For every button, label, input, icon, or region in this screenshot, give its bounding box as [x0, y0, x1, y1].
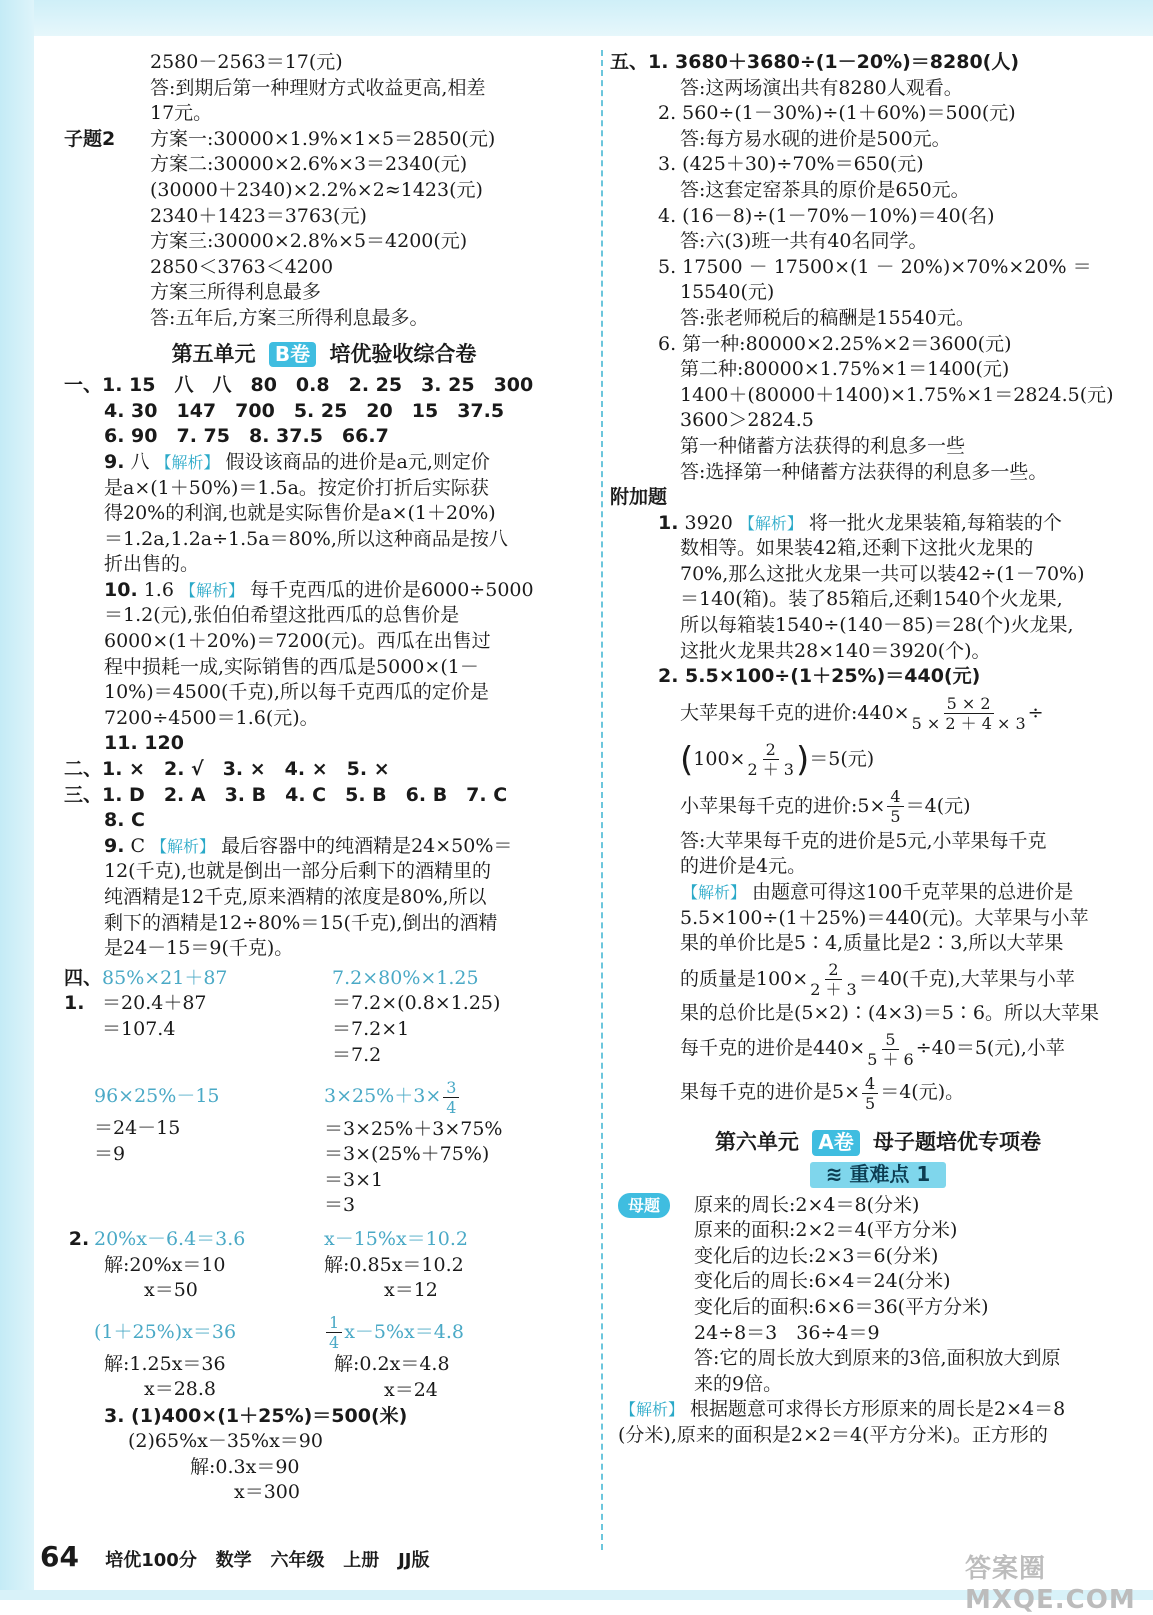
unit-title: 第六单元 — [714, 1130, 799, 1155]
calc-section-2 — [64, 1076, 584, 1219]
text-line: 2580－2563＝17(元) — [150, 51, 343, 73]
text-line: ＝1.2(元),张伯伯希望这批西瓜的总售价是 — [104, 604, 460, 627]
text-line: 2340＋1423＝3763(元) — [150, 204, 367, 227]
text-line: 变化后的边长:2×3＝6(分米) — [694, 1244, 939, 1267]
left-column — [64, 50, 584, 1506]
text-line: 原来的面积:2×2＝4(平方分米) — [694, 1219, 958, 1242]
answer-line: 11. 120 — [104, 732, 184, 755]
text-line: 果的单价比是5∶4,质量比是2∶3,所以大苹果 — [680, 932, 1064, 955]
unit5-heading — [64, 342, 584, 368]
text-line: 是a×(1＋50%)＝1.5a。按定价打折后实际获 — [104, 476, 489, 499]
text-line: 小苹果每千克的进价:5× — [680, 794, 886, 817]
text-line: 5. 17500 － 17500×(1 － 20%)×70%×20% ＝ — [658, 255, 1092, 278]
text-line: ＝5(元) — [809, 747, 875, 770]
denominator: 4 — [329, 1333, 340, 1353]
text-line: 的质量是100× — [680, 967, 809, 990]
analysis-tag: 【解析】 — [682, 883, 747, 903]
equation-step: x＝24 — [384, 1378, 438, 1401]
text-line: 6000×(1＋20%)＝7200(元)。西瓜在出售过 — [104, 630, 491, 653]
text-line: 剩下的酒精是12÷80%＝15(千克),倒出的酒精 — [104, 911, 498, 934]
equation-step: x＝28.8 — [144, 1378, 217, 1401]
text-line: 答:张老师税后的稿酬是15540元。 — [680, 306, 975, 329]
text-line: x＝300 — [234, 1481, 300, 1504]
unit-subtitle: 培优验收综合卷 — [329, 341, 477, 366]
text-line: ＝1.2a,1.2a÷1.5a＝80%,所以这种商品是按八 — [104, 527, 508, 550]
answer-line: 二、1. × 2. √ 3. × 4. × 5. × — [64, 758, 390, 781]
question-3 — [64, 1404, 584, 1506]
text-line: 答:它的周长放大到原来的3倍,面积放大到原 — [694, 1347, 1061, 1370]
calc-step: ＝107.4 — [102, 1017, 176, 1040]
denominator: 5 × 2 ＋ 4 × 3 — [911, 714, 1026, 734]
equation-question: 20%x－6.4＝3.6 — [94, 1228, 246, 1251]
numerator: 2 — [825, 960, 841, 980]
text-line: 答:这两场演出共有8280人观看。 — [680, 76, 963, 99]
text-line: 这批火龙果共28×140＝3920(个)。 — [680, 639, 991, 662]
text-line: 12(千克),也就是倒出一部分后剩下的酒精里的 — [104, 860, 492, 883]
analysis-tag: 【解析】 — [151, 836, 216, 856]
paper-badge: B卷 — [269, 342, 316, 368]
text-line: 原来的周长:2×4＝8(分米) — [694, 1193, 920, 1216]
fraction — [912, 694, 1026, 733]
text-line: 答:每方易水砚的进价是500元。 — [680, 127, 951, 150]
text-line: 每千克西瓜的进价是6000÷5000 — [249, 578, 534, 601]
term: 上册 — [343, 1550, 380, 1571]
numerator: 2 — [763, 740, 779, 760]
text-line: 果每千克的进价是5× — [680, 1081, 861, 1104]
sub-question-label: 子题2 — [64, 127, 116, 150]
equation-step: 解:1.25x＝36 — [104, 1352, 226, 1375]
text-line: 答:这套定窑茶具的原价是650元。 — [680, 178, 970, 201]
text-line: ＝40(千克),大苹果与小苹 — [858, 967, 1075, 990]
analysis-tag: 【解析】 — [738, 513, 803, 533]
numerator: 4 — [887, 787, 903, 807]
answer-line: 三、1. D 2. A 3. B 4. C 5. B 6. B 7. C — [64, 783, 508, 806]
fraction — [862, 1074, 878, 1113]
calc-step: ＝7.2 — [332, 1043, 382, 1066]
text-line: 程中损耗一成,实际销售的西瓜是5000×(1－ — [104, 655, 479, 678]
calc-step: ＝3×(25%＋75%) — [324, 1143, 490, 1166]
left-paren: ( — [680, 739, 694, 780]
calc-question: 7.2×80%×1.25 — [332, 966, 479, 989]
key-point-banner — [618, 1162, 1138, 1189]
calc-step: ＝20.4＋87 — [102, 992, 207, 1015]
question-number: 1. — [658, 511, 679, 534]
paper-badge: A卷 — [812, 1130, 859, 1156]
calc-step: ＝7.2×(0.8×1.25) — [332, 992, 501, 1015]
right-paren: ) — [796, 739, 810, 780]
equation-question: x－5%x＝4.8 — [344, 1320, 464, 1343]
text-line: 2. 560÷(1－30%)÷(1＋60%)＝500(元) — [658, 102, 1016, 125]
answer: C — [130, 834, 146, 857]
extra-section-label: 附加题 — [610, 486, 668, 509]
equation-step: x＝50 — [144, 1279, 198, 1302]
analysis-tag: 【解析】 — [620, 1400, 685, 1420]
analysis-tag: 【解析】 — [155, 452, 220, 472]
text-line: 4. (16－8)÷(1－70%－10%)＝40(名) — [658, 204, 995, 227]
section-label: 四、1. — [64, 966, 103, 1015]
calc-question: 3×25%＋3× — [324, 1085, 442, 1108]
text-line: 答:六(3)班一共有40名同学。 — [680, 230, 928, 253]
text-line: 大苹果每千克的进价:440× — [680, 701, 910, 724]
text-line: 由题意可得这100千克苹果的总进价是 — [752, 881, 1074, 904]
key-point-label: ≋ 重难点 1 — [810, 1162, 947, 1188]
extra-question-2 — [618, 664, 1138, 1114]
equation-question: x－15%x＝10.2 — [324, 1228, 468, 1251]
numerator: 5 — [882, 1030, 898, 1050]
denominator: 2 ＋ 3 — [747, 760, 794, 780]
text-line: 最后容器中的纯酒精是24×50%＝ — [221, 834, 513, 857]
text-line: 答:大苹果每千克的进价是5元,小苹果每千克 — [680, 829, 1047, 852]
calc-step: ＝7.2×1 — [332, 1017, 410, 1040]
text-line: 7200÷4500＝1.6(元)。 — [104, 706, 319, 729]
calc-step: ＝3×25%＋3×75% — [324, 1117, 503, 1140]
question-10 — [64, 578, 584, 732]
fraction — [810, 960, 857, 999]
numerator: 1 — [326, 1313, 342, 1333]
subject: 数学 — [215, 1550, 252, 1571]
watermark: 答案圈 MXQE.COM — [965, 1554, 1136, 1615]
question-number: 9. — [104, 834, 125, 857]
sub-question-2 — [64, 127, 584, 332]
text-line: 1400＋(80000＋1400)×1.75%×1＝2824.5(元) — [680, 383, 1114, 406]
book-name: 培优100分 — [105, 1550, 197, 1571]
fraction — [747, 740, 794, 779]
calc-step: ＝24－15 — [94, 1117, 181, 1140]
text-line: ＝140(箱)。装了85箱后,还剩1540个火龙果, — [680, 588, 1063, 611]
text-line: 第二种:80000×1.75%×1＝1400(元) — [680, 358, 1010, 381]
denominator: 2 ＋ 3 — [810, 980, 857, 1000]
calc-step: ＝9 — [94, 1142, 126, 1165]
text-line: 3. (1)400×(1＋25%)＝500(米) — [104, 1404, 408, 1427]
text-line: 10%)＝4500(千克),所以每千克西瓜的定价是 — [104, 681, 489, 704]
fraction — [443, 1078, 459, 1117]
text-line: 纯酒精是12千克,原来酒精的浓度是80%,所以 — [104, 886, 487, 908]
equation-step: 解:20%x＝10 — [104, 1253, 226, 1276]
top-border — [0, 0, 1153, 36]
text-line: 数相等。如果装42箱,还剩下这批火龙果的 — [680, 537, 1034, 560]
calc-question: 96×25%－15 — [94, 1085, 220, 1108]
answer-line: 五、1. 3680＋3680÷(1－20%)＝8280(人) — [610, 51, 1020, 73]
question-9 — [64, 450, 584, 578]
text-line: 折出售的。 — [104, 553, 200, 576]
unit-title: 第五单元 — [171, 341, 256, 366]
text-line: 第一种储蓄方法获得的利息多一些 — [680, 434, 966, 457]
page-footer — [40, 1540, 429, 1573]
fraction — [867, 1030, 914, 1069]
question-9-choice — [64, 834, 584, 962]
denominator: 5 ＋ 6 — [867, 1049, 914, 1069]
question-number: 10. — [104, 578, 138, 601]
numerator: 4 — [862, 1074, 878, 1094]
right-column — [610, 50, 1138, 1449]
text-line: (分米),原来的面积是2×2＝4(平方分米)。正方形的 — [618, 1423, 1048, 1446]
section-label: 2. — [68, 1228, 90, 1251]
denominator: 5 — [865, 1093, 876, 1113]
equation-step: x＝12 — [384, 1279, 438, 1302]
text-line: 方案三:30000×2.8%×5＝4200(元) — [150, 230, 468, 253]
text-line: ＝4(元) — [905, 794, 971, 817]
mother-question-badge: 母题 — [618, 1193, 670, 1219]
equation-step: 解:0.2x＝4.8 — [334, 1353, 450, 1376]
text-line: 70%,那么这批火龙果一共可以装42÷(1－70%) — [680, 562, 1085, 585]
denominator: 4 — [446, 1097, 457, 1117]
text-line: 解:0.3x＝90 — [190, 1455, 300, 1478]
edition: JJ版 — [398, 1550, 430, 1571]
text-line: 所以每箱装1540÷(140－85)＝28(个)火龙果, — [680, 614, 1074, 637]
calc-question: 85%×21＋87 — [102, 966, 228, 989]
text-line: ÷ — [1027, 701, 1044, 724]
text-line: 24÷8＝3 36÷4＝9 — [694, 1321, 880, 1344]
answer-line: 8. C — [104, 809, 145, 832]
denominator: 5 — [890, 807, 901, 827]
text-line: 17元。 — [150, 102, 213, 125]
grade: 六年级 — [270, 1550, 325, 1571]
text-line: (30000＋2340)×2.2%×2≈1423(元) — [150, 178, 483, 201]
mother-question — [618, 1193, 1138, 1398]
top-block — [64, 50, 584, 127]
text-line: 根据题意可求得长方形原来的周长是2×4＝8 — [690, 1398, 1066, 1421]
extra-question-1 — [618, 511, 1138, 665]
calc-step: ＝3 — [324, 1194, 356, 1217]
unit6-heading — [618, 1130, 1138, 1156]
text-line: 6. 第一种:80000×2.25%×2＝3600(元) — [658, 332, 1012, 355]
column-divider — [601, 50, 603, 1550]
text-line: 2850＜3763＜4200 — [150, 255, 334, 278]
left-border — [0, 0, 34, 1600]
text-line: 每千克的进价是440× — [680, 1037, 866, 1060]
unit-subtitle: 母子题培优专项卷 — [873, 1130, 1042, 1155]
text-line: 的进价是4元。 — [680, 855, 807, 878]
text-line: 2. 5.5×100÷(1＋25%)＝440(元) — [658, 665, 981, 688]
equation-section-1 — [64, 1227, 584, 1304]
text-line: 来的9倍。 — [694, 1372, 783, 1395]
text-line: 3. (425＋30)÷70%＝650(元) — [658, 153, 924, 176]
calc-step: ＝3×1 — [324, 1168, 384, 1191]
equation-question: (1＋25%)x＝36 — [94, 1320, 237, 1343]
answer: 八 — [130, 450, 150, 473]
text-line: 答:选择第一种储蓄方法获得的利息多一些。 — [680, 460, 1048, 483]
text-line: 变化后的周长:6×4＝24(分米) — [694, 1270, 951, 1293]
text-line: 答:到期后第一种理财方式收益更高,相差 — [150, 76, 486, 99]
numerator: 3 — [443, 1078, 459, 1098]
numerator: 5 × 2 — [944, 694, 994, 714]
answer: 1.6 — [143, 578, 174, 601]
fraction — [887, 787, 903, 826]
page-number: 64 — [40, 1540, 79, 1573]
text-line: 100× — [693, 747, 746, 770]
answer-line: 6. 90 7. 75 8. 37.5 66.7 — [104, 425, 389, 448]
answer-line: 一、1. 15 八 八 80 0.8 2. 25 3. 25 300 — [64, 374, 534, 397]
text-line: 15540(元) — [680, 281, 775, 304]
text-line: ÷40＝5(元),小苹 — [915, 1037, 1065, 1060]
equation-section-2 — [64, 1312, 584, 1404]
text-line: 是24－15＝9(千克)。 — [104, 937, 294, 960]
calc-section-1 — [64, 966, 584, 1068]
text-line: 3600＞2824.5 — [680, 409, 814, 432]
equation-step: 解:0.85x＝10.2 — [324, 1253, 464, 1276]
fraction — [326, 1313, 342, 1352]
text-line: 方案二:30000×2.6%×3＝2340(元) — [150, 153, 468, 176]
analysis-tag: 【解析】 — [179, 580, 244, 600]
text-line: ＝4(元)。 — [880, 1081, 965, 1104]
text-line: 变化后的面积:6×6＝36(平方分米) — [694, 1295, 989, 1318]
text-line: 5.5×100÷(1＋25%)＝440(元)。大苹果与小苹 — [680, 906, 1089, 929]
question-number: 9. — [104, 450, 125, 473]
text-line: 答:五年后,方案三所得利息最多。 — [150, 306, 429, 329]
answer: 3920 — [684, 511, 733, 534]
text-line: 假设该商品的进价是a元,则定价 — [225, 450, 490, 473]
text-line: (2)65%x－35%x＝90 — [128, 1430, 323, 1453]
text-line: 方案一:30000×1.9%×1×5＝2850(元) — [150, 127, 496, 150]
text-line: 果的总价比是(5×2)∶(4×3)＝5∶6。所以大苹果 — [680, 1001, 1100, 1024]
text-line: 得20%的利润,也就是实际售价是a×(1＋20%) — [104, 502, 496, 525]
text-line: 方案三所得利息最多 — [150, 281, 322, 304]
answer-line: 4. 30 147 700 5. 25 20 15 37.5 — [104, 399, 505, 422]
text-line: 将一批火龙果装箱,每箱装的个 — [808, 511, 1062, 534]
